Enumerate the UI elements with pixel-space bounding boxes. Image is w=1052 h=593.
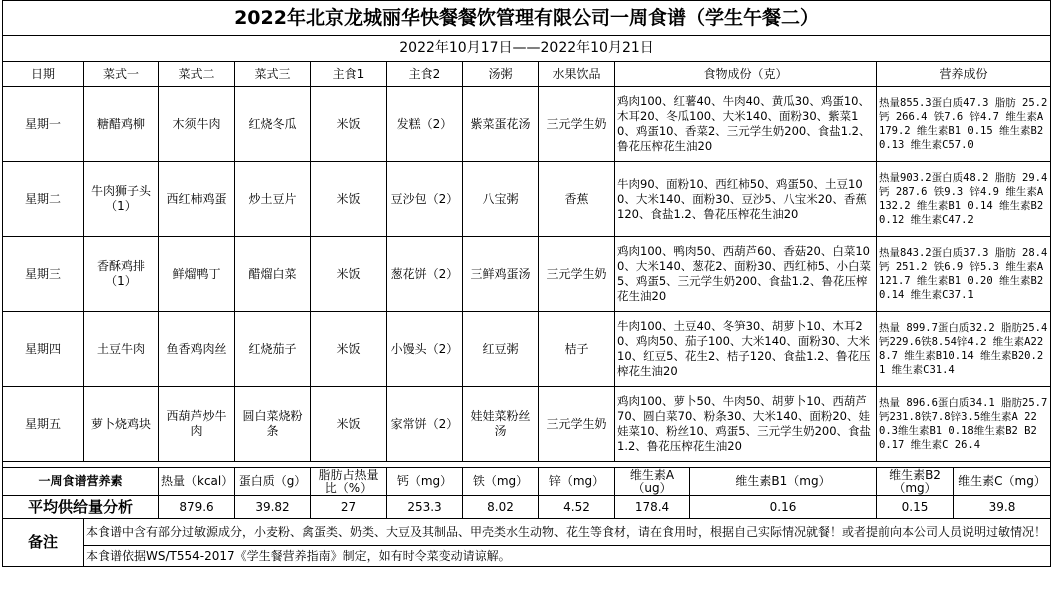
summary-head-fat-ratio: 脂肪占热量比（%）	[311, 468, 387, 496]
avg-fat-ratio: 27	[311, 496, 387, 519]
avg-vit-a: 178.4	[615, 496, 690, 519]
dish3-cell: 红烧冬瓜	[235, 87, 311, 162]
summary-label: 一周食谱营养素	[3, 468, 159, 496]
day-cell: 星期五	[3, 387, 84, 462]
summary-header-row	[3, 468, 1051, 496]
header-soup: 汤粥	[463, 62, 539, 87]
ingredients-cell: 鸡肉100、萝卜50、牛肉50、胡萝卜10、西葫芦70、圆白菜70、粉条30、大米140、面粉20、娃娃菜10、粉丝10、鸡蛋5、三元学生奶200、食盐1.2、鲁花压榨花生油20	[615, 387, 877, 462]
day-cell: 星期四	[3, 312, 84, 387]
staple2-cell: 葱花饼（2）	[387, 237, 463, 312]
table-row	[3, 387, 1051, 462]
dish2-cell: 鲜熘鸭丁	[159, 237, 235, 312]
notes-allergen: 本食谱中含有部分过敏源成分，小麦粉、禽蛋类、奶类、大豆及其制品、甲壳类水生动物、花生等食材，请在食用时，根据自己实际情况就餐！或者提前向本公司人员说明过敏情况！	[84, 519, 1051, 546]
summary-head-protein: 蛋白质（g）	[235, 468, 311, 496]
fruit-cell: 三元学生奶	[539, 87, 615, 162]
nutrition-cell: 热量855.3蛋白质47.3 脂肪 25.2钙 266.4 铁7.6 锌4.7 维生素A 179.2 维生素B1 0.15 维生素B2 0.13 维生素C57.0	[877, 87, 1051, 162]
fruit-cell: 三元学生奶	[539, 387, 615, 462]
staple2-cell: 发糕（2）	[387, 87, 463, 162]
avg-protein: 39.82	[235, 496, 311, 519]
fruit-cell: 香蕉	[539, 162, 615, 237]
soup-cell: 娃娃菜粉丝汤	[463, 387, 539, 462]
soup-cell: 红豆粥	[463, 312, 539, 387]
avg-label: 平均供给量分析	[3, 496, 159, 519]
notes-standard: 本食谱依据WS/T554-2017《学生餐营养指南》制定，如有时令菜变动请谅解。	[84, 546, 1051, 567]
dish1-cell: 萝卜烧鸡块	[84, 387, 159, 462]
notes-row	[3, 546, 1051, 567]
summary-head-vit-b1: 维生素B1（mg）	[690, 468, 877, 496]
ingredients-cell: 牛肉90、面粉10、西红柿50、鸡蛋50、土豆100、大米140、面粉30、豆沙5、八宝米20、香蕉120、食盐1.2、鲁花压榨花生油20	[615, 162, 877, 237]
table-row	[3, 87, 1051, 162]
table-row	[3, 237, 1051, 312]
dish2-cell: 鱼香鸡肉丝	[159, 312, 235, 387]
summary-head-vit-a: 维生素A（ug）	[615, 468, 690, 496]
day-cell: 星期一	[3, 87, 84, 162]
staple1-cell: 米饭	[311, 387, 387, 462]
summary-head-zinc: 锌（mg）	[539, 468, 615, 496]
soup-cell: 紫菜蛋花汤	[463, 87, 539, 162]
dish1-cell: 糖醋鸡柳	[84, 87, 159, 162]
summary-head-vit-b2: 维生素B2（mg）	[877, 468, 954, 496]
staple2-cell: 豆沙包（2）	[387, 162, 463, 237]
soup-cell: 八宝粥	[463, 162, 539, 237]
header-fruit: 水果饮品	[539, 62, 615, 87]
avg-vit-b1: 0.16	[690, 496, 877, 519]
summary-values-row	[3, 496, 1051, 519]
day-cell: 星期三	[3, 237, 84, 312]
staple1-cell: 米饭	[311, 312, 387, 387]
header-day: 日期	[3, 62, 84, 87]
staple1-cell: 米饭	[311, 162, 387, 237]
ingredients-cell: 鸡肉100、鸭肉50、西葫芦60、香菇20、白菜100、大米140、葱花2、面粉30、西红柿5、小白菜5、鸡蛋5、三元学生奶200、食盐1.2、鲁花压榨花生油20	[615, 237, 877, 312]
avg-zinc: 4.52	[539, 496, 615, 519]
header-staple1: 主食1	[311, 62, 387, 87]
avg-vit-b2: 0.15	[877, 496, 954, 519]
dish2-cell: 西葫芦炒牛肉	[159, 387, 235, 462]
page-title: 2022年北京龙城丽华快餐餐饮管理有限公司一周食谱（学生午餐二）	[3, 1, 1051, 36]
summary-head-calcium: 钙（mg）	[387, 468, 463, 496]
summary-head-energy: 热量（kcal）	[159, 468, 235, 496]
nutrition-cell: 热量 896.6蛋白质34.1 脂肪25.7 钙231.8铁7.8锌3.5维生素A 220.3维生素B1 0.18维生素B2 B20.17 维生素C 26.4	[877, 387, 1051, 462]
nutrition-cell: 热量 899.7蛋白质32.2 脂肪25.4 钙229.6铁8.54锌4.2 维生素A228.7 维生素B10.14 维生素B20.21 维生素C31.4	[877, 312, 1051, 387]
header-ingredients: 食物成份（克）	[615, 62, 877, 87]
staple2-cell: 家常饼（2）	[387, 387, 463, 462]
header-row	[3, 62, 1051, 87]
nutrition-cell: 热量903.2蛋白质48.2 脂肪 29.4 钙 287.6 铁9.3 锌4.9 维生素A 132.2 维生素B1 0.14 维生素B2 0.12 维生素C47.2	[877, 162, 1051, 237]
dish1-cell: 香酥鸡排（1）	[84, 237, 159, 312]
notes-row	[3, 519, 1051, 546]
header-dish2: 菜式二	[159, 62, 235, 87]
summary-head-iron: 铁（mg）	[463, 468, 539, 496]
fruit-cell: 桔子	[539, 312, 615, 387]
ingredients-cell: 鸡肉100、红薯40、牛肉40、黄瓜30、鸡蛋10、木耳20、冬瓜100、大米140、面粉30、紫菜10、鸡蛋10、香菜2、三元学生奶200、食盐1.2、鲁花压榨花生油20	[615, 87, 877, 162]
day-cell: 星期二	[3, 162, 84, 237]
table-row	[3, 312, 1051, 387]
notes-label: 备注	[3, 519, 84, 567]
staple1-cell: 米饭	[311, 237, 387, 312]
dish2-cell: 西红柿鸡蛋	[159, 162, 235, 237]
soup-cell: 三鲜鸡蛋汤	[463, 237, 539, 312]
menu-table	[2, 0, 1051, 567]
staple2-cell: 小馒头（2）	[387, 312, 463, 387]
dish3-cell: 红烧茄子	[235, 312, 311, 387]
header-staple2: 主食2	[387, 62, 463, 87]
header-nutrition: 营养成份	[877, 62, 1051, 87]
avg-iron: 8.02	[463, 496, 539, 519]
header-dish1: 菜式一	[84, 62, 159, 87]
avg-vit-c: 39.8	[954, 496, 1051, 519]
dish1-cell: 土豆牛肉	[84, 312, 159, 387]
ingredients-cell: 牛肉100、土豆40、冬笋30、胡萝卜10、木耳20、鸡肉50、茄子100、大米140、面粉30、大米10、红豆5、花生2、桔子120、食盐1.2、鲁花压榨花生油20	[615, 312, 877, 387]
avg-energy: 879.6	[159, 496, 235, 519]
dish3-cell: 醋熘白菜	[235, 237, 311, 312]
dish3-cell: 圆白菜烧粉条	[235, 387, 311, 462]
date-range: 2022年10月17日——2022年10月21日	[3, 36, 1051, 62]
dish1-cell: 牛肉狮子头（1）	[84, 162, 159, 237]
staple1-cell: 米饭	[311, 87, 387, 162]
header-dish3: 菜式三	[235, 62, 311, 87]
summary-head-vit-c: 维生素C（mg）	[954, 468, 1051, 496]
dish2-cell: 木须牛肉	[159, 87, 235, 162]
table-row	[3, 162, 1051, 237]
fruit-cell: 三元学生奶	[539, 237, 615, 312]
avg-calcium: 253.3	[387, 496, 463, 519]
nutrition-cell: 热量843.2蛋白质37.3 脂肪 28.4 钙 251.2 铁6.9 锌5.3 维生素A 121.7 维生素B1 0.20 维生素B2 0.14 维生素C37.1	[877, 237, 1051, 312]
dish3-cell: 炒土豆片	[235, 162, 311, 237]
